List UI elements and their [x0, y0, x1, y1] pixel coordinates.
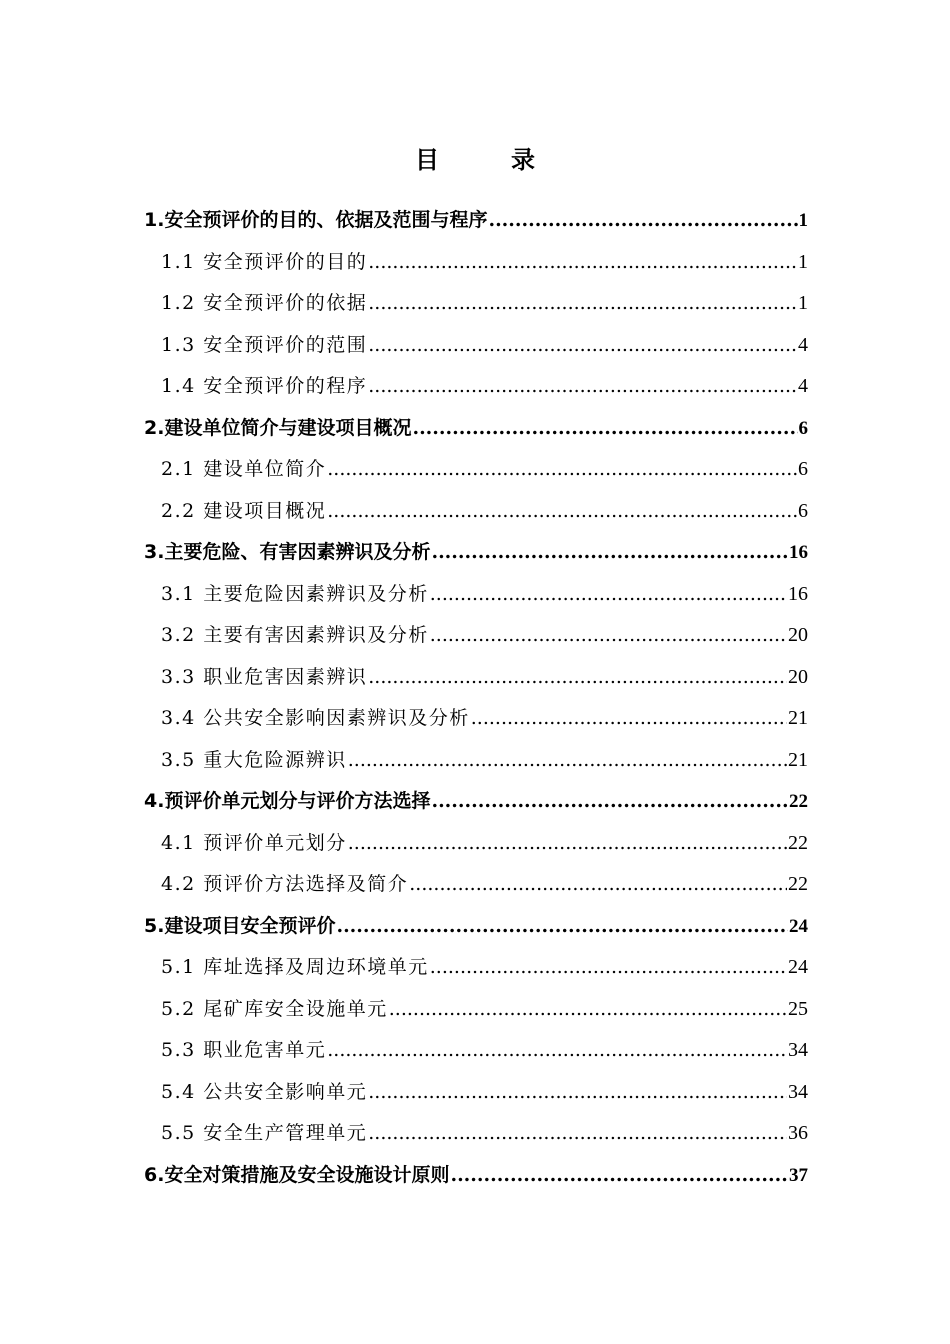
toc-dot-leader [368, 1113, 787, 1155]
toc-chapter-entry[interactable] [144, 408, 808, 450]
toc-page-number: 24 [788, 956, 808, 978]
toc-entry-title: 5.建设项目安全预评价 [144, 914, 336, 937]
toc-entry-title: 3.1 主要危险因素辨识及分析 [161, 582, 429, 605]
toc-entry-title: 4.2 预评价方法选择及简介 [161, 873, 409, 895]
toc-dot-leader [327, 1030, 787, 1072]
toc-section-entry[interactable] [144, 1113, 808, 1155]
toc-chapter-entry[interactable] [144, 1155, 808, 1197]
toc-dot-leader [488, 200, 797, 242]
toc-page-number: 21 [788, 748, 808, 771]
toc-dot-leader [450, 1155, 788, 1197]
toc-chapter-entry[interactable] [144, 200, 808, 242]
toc-entry-title: 5.5 安全生产管理单元 [161, 1122, 368, 1144]
toc-entry-title: 2.建设单位简介与建设项目概况 [144, 416, 412, 439]
toc-dot-leader [368, 366, 797, 408]
toc-dot-leader [431, 532, 788, 574]
toc-page-number: 34 [788, 1080, 808, 1103]
toc-entry-title: 4.1 预评价单元划分 [161, 831, 347, 854]
toc-section-entry[interactable] [144, 740, 808, 782]
toc-dot-leader [368, 1072, 787, 1114]
toc-section-entry[interactable] [144, 657, 808, 699]
toc-dot-leader [430, 947, 787, 989]
toc-section-entry[interactable] [144, 283, 808, 325]
toc-dot-leader [336, 906, 788, 948]
toc-page-number: 34 [788, 1039, 808, 1061]
toc-section-entry[interactable] [144, 449, 808, 491]
toc-dot-leader [327, 449, 797, 491]
toc-entry-title: 1.安全预评价的目的、依据及范围与程序 [144, 209, 488, 231]
toc-section-entry[interactable] [144, 1030, 808, 1072]
toc-title: 目 录 [415, 146, 559, 174]
toc-dot-leader [368, 657, 787, 699]
toc-page-number: 25 [788, 997, 808, 1020]
toc-entry-title: 4.预评价单元划分与评价方法选择 [144, 790, 431, 812]
toc-dot-leader [430, 574, 787, 616]
toc-page-number: 6 [798, 417, 808, 439]
toc-section-entry[interactable] [144, 989, 808, 1031]
toc-dot-leader [430, 615, 787, 657]
toc-dot-leader [409, 864, 787, 906]
toc-page-number: 16 [788, 582, 808, 605]
toc-chapter-entry[interactable] [144, 532, 808, 574]
toc-dot-leader [389, 989, 787, 1031]
toc-entry-title: 3.2 主要有害因素辨识及分析 [161, 624, 429, 646]
toc-section-entry[interactable] [144, 1072, 808, 1114]
toc-section-entry[interactable] [144, 491, 808, 533]
toc-page-number: 24 [789, 915, 808, 937]
toc-page-number: 20 [788, 624, 808, 646]
toc-entry-title: 3.主要危险、有害因素辨识及分析 [144, 541, 431, 563]
toc-page-number: 20 [788, 665, 808, 688]
toc-section-entry[interactable] [144, 574, 808, 616]
toc-dot-leader [412, 408, 797, 450]
toc-entry-title: 2.2 建设项目概况 [161, 499, 327, 522]
toc-dot-leader [348, 823, 787, 865]
toc-page-number: 6 [798, 458, 808, 480]
toc-dot-leader [368, 325, 797, 367]
toc-page-number: 22 [788, 831, 808, 854]
toc-page-number: 1 [798, 210, 808, 231]
toc-entry-title: 3.5 重大危险源辨识 [161, 748, 347, 771]
toc-dot-leader [471, 698, 787, 740]
toc-entry-title: 5.2 尾矿库安全设施单元 [161, 997, 388, 1020]
toc-section-entry[interactable] [144, 366, 808, 408]
toc-entry-title: 5.4 公共安全影响单元 [161, 1080, 368, 1103]
toc-entry-title: 6.安全对策措施及安全设施设计原则 [144, 1163, 450, 1186]
toc-entry-title: 1.4 安全预评价的程序 [161, 375, 368, 397]
toc-page-number: 4 [798, 333, 808, 356]
toc-section-entry[interactable] [144, 947, 808, 989]
toc-entry-title: 3.4 公共安全影响因素辨识及分析 [161, 707, 470, 729]
toc-section-entry[interactable] [144, 242, 808, 284]
toc-page-number: 21 [788, 707, 808, 729]
toc-page-number: 36 [788, 1122, 808, 1144]
toc-dot-leader [368, 242, 797, 284]
toc-dot-leader [348, 740, 787, 782]
toc-section-entry[interactable] [144, 823, 808, 865]
toc-section-entry[interactable] [144, 698, 808, 740]
toc-page-number: 1 [798, 250, 808, 273]
toc-page-number: 1 [798, 292, 808, 314]
toc-entry-title: 1.1 安全预评价的目的 [161, 250, 368, 273]
toc-list [144, 200, 808, 1196]
toc-entry-title: 5.3 职业危害单元 [161, 1039, 327, 1061]
toc-dot-leader [431, 781, 788, 823]
toc-page-number: 16 [789, 542, 808, 563]
toc-dot-leader [327, 491, 797, 533]
toc-chapter-entry[interactable] [144, 906, 808, 948]
toc-entry-title: 1.3 安全预评价的范围 [161, 333, 368, 356]
toc-page-number: 37 [789, 1164, 808, 1186]
toc-chapter-entry[interactable] [144, 781, 808, 823]
toc-entry-title: 3.3 职业危害因素辨识 [161, 665, 368, 688]
toc-entry-title: 2.1 建设单位简介 [161, 458, 327, 480]
toc-entry-title: 1.2 安全预评价的依据 [161, 292, 368, 314]
toc-page-number: 6 [798, 499, 808, 522]
toc-page-number: 22 [789, 791, 808, 812]
toc-page-number: 22 [788, 873, 808, 895]
toc-section-entry[interactable] [144, 615, 808, 657]
toc-section-entry[interactable] [144, 864, 808, 906]
toc-page-number: 4 [798, 375, 808, 397]
toc-section-entry[interactable] [144, 325, 808, 367]
toc-entry-title: 5.1 库址选择及周边环境单元 [161, 956, 429, 978]
toc-dot-leader [368, 283, 797, 325]
